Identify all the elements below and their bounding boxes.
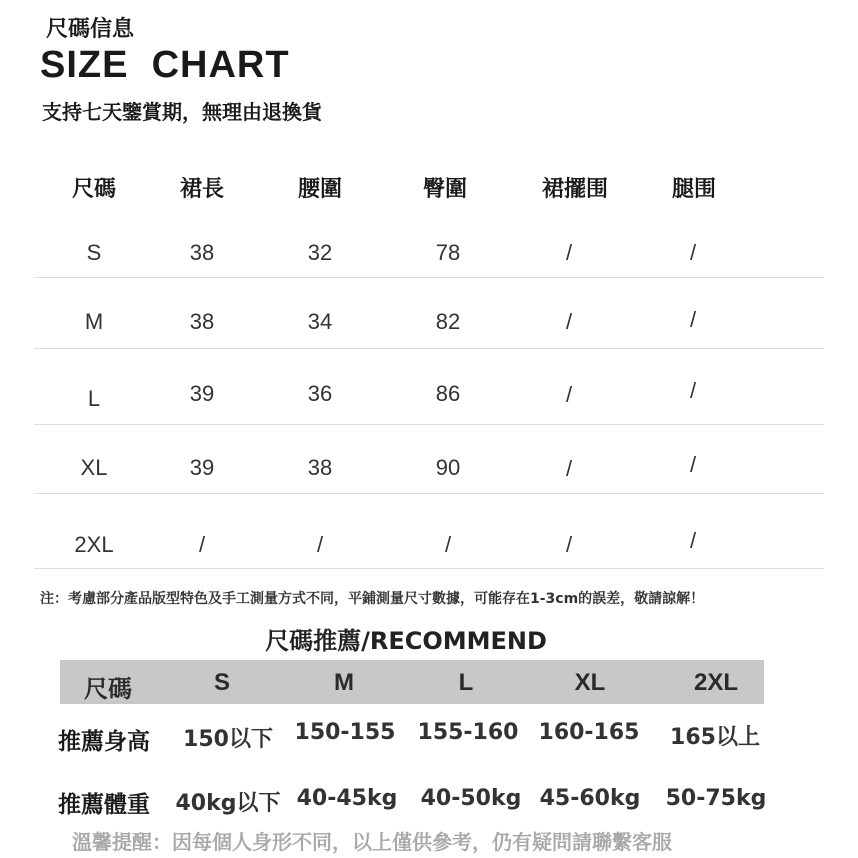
col-header-hem: 裙擺围 bbox=[541, 177, 609, 202]
table-cell: / bbox=[565, 382, 573, 407]
table-cell: M bbox=[84, 309, 104, 334]
row-divider bbox=[34, 277, 824, 278]
table-cell: 86 bbox=[435, 381, 461, 406]
recommend-height-value: 160-165 bbox=[538, 720, 640, 745]
recommend-height-value: 150以下 bbox=[183, 727, 273, 752]
table-cell: / bbox=[689, 452, 697, 477]
page-title-en: SIZE CHART bbox=[40, 44, 290, 86]
table-cell: L bbox=[87, 386, 101, 411]
recommend-weight-value: 40-45kg bbox=[296, 786, 398, 811]
table-cell: / bbox=[689, 528, 697, 553]
table-cell: 2XL bbox=[74, 532, 114, 557]
recommend-weight-value: 40-50kg bbox=[420, 786, 522, 811]
recommend-weight-label: 推薦體重 bbox=[58, 792, 150, 818]
table-cell: / bbox=[444, 532, 452, 557]
recommend-height-value: 150-155 bbox=[294, 720, 396, 745]
col-header-waist: 腰圍 bbox=[297, 177, 343, 202]
recommend-height-value: 155-160 bbox=[417, 720, 519, 745]
table-cell: 78 bbox=[435, 240, 461, 265]
recommend-header-xl: XL bbox=[574, 669, 606, 696]
recommend-header-m: M bbox=[334, 669, 354, 696]
col-header-hip: 臀圍 bbox=[422, 177, 468, 202]
recommend-weight-value: 50-75kg bbox=[665, 786, 767, 811]
return-policy-text: 支持七天鑒賞期，無理由退換貨 bbox=[42, 100, 322, 124]
row-divider bbox=[34, 493, 824, 494]
recommend-weight-value: 40kg以下 bbox=[175, 791, 281, 816]
measurement-note: 注：考慮部分產品版型特色及手工測量方式不同，平鋪測量尺寸數據，可能存在1-3cm的誤差，敬請諒解！ bbox=[40, 591, 705, 607]
col-header-size: 尺碼 bbox=[71, 177, 117, 202]
page-title-cn: 尺碼信息 bbox=[46, 17, 135, 42]
table-cell: / bbox=[689, 378, 697, 403]
recommend-height-label: 推薦身高 bbox=[58, 729, 150, 755]
table-cell: / bbox=[565, 309, 573, 334]
table-cell: / bbox=[198, 532, 206, 557]
recommend-header-2xl: 2XL bbox=[693, 669, 739, 696]
reminder-footer: 溫馨提醒：因每個人身形不同，以上僅供參考，仍有疑問請聯繫客服 bbox=[72, 830, 672, 854]
recommend-header-l: L bbox=[458, 669, 474, 696]
table-cell: 38 bbox=[189, 240, 215, 265]
table-cell: 39 bbox=[189, 381, 215, 406]
row-divider bbox=[34, 424, 824, 425]
table-cell: / bbox=[565, 240, 573, 265]
table-cell: 90 bbox=[435, 455, 461, 480]
recommend-title: 尺碼推薦/RECOMMEND bbox=[265, 627, 547, 655]
recommend-weight-value: 45-60kg bbox=[539, 786, 641, 811]
table-cell: 38 bbox=[189, 309, 215, 334]
table-cell: 34 bbox=[307, 309, 333, 334]
table-cell: S bbox=[86, 240, 102, 265]
table-cell: XL bbox=[80, 455, 108, 480]
recommend-height-value: 165以上 bbox=[670, 725, 760, 750]
table-cell: / bbox=[565, 532, 573, 557]
table-cell: / bbox=[316, 532, 324, 557]
col-header-thigh: 腿围 bbox=[671, 177, 717, 202]
table-cell: 32 bbox=[307, 240, 333, 265]
row-divider bbox=[34, 568, 824, 569]
table-cell: / bbox=[689, 240, 697, 265]
table-cell: 38 bbox=[307, 455, 333, 480]
row-divider bbox=[34, 348, 824, 349]
col-header-skirt-length: 裙長 bbox=[179, 177, 225, 202]
recommend-header-bar bbox=[60, 660, 764, 704]
recommend-header-size: 尺碼 bbox=[84, 676, 132, 703]
table-cell: / bbox=[689, 307, 697, 332]
table-cell: 82 bbox=[435, 309, 461, 334]
table-cell: / bbox=[565, 456, 573, 481]
table-cell: 36 bbox=[307, 381, 333, 406]
table-cell: 39 bbox=[189, 455, 215, 480]
recommend-header-s: S bbox=[213, 669, 231, 696]
